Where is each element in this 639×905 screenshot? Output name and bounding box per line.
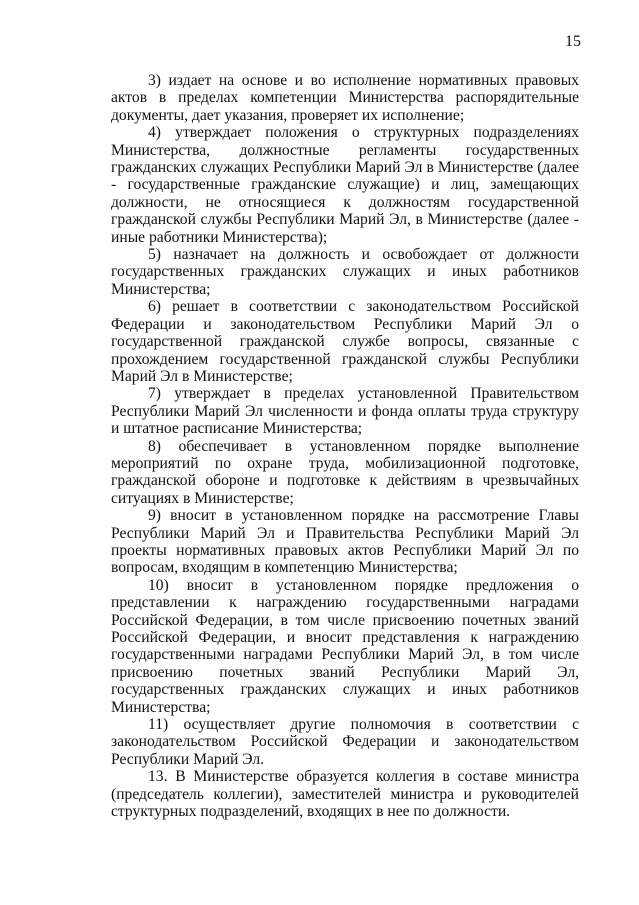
paragraph-item-8: 8) обеспечивает в установленном порядке выполнение мероприятий по охране труда, мобилизационной подготовке, гражданской обороне и подготовке к действиям в чрезвычайных ситуациях в Министерстве;	[111, 437, 579, 507]
paragraph-item-6: 6) решает в соответствии с законодательством Российской Федерации и законодательством Республики Марий Эл о государственной гражданской службе вопросы, связанные с прохождением государственной гражданской службы Республики Марий Эл в Министерстве;	[111, 298, 579, 385]
paragraph-item-7: 7) утверждает в пределах установленной Правительством Республики Марий Эл численности и фонда оплаты труда структуру и штатное расписание Министерства;	[111, 385, 579, 438]
paragraph-item-4: 4) утверждает положения о структурных подразделениях Министерства, должностные регламенты государственных гражданских служащих Республики Марий Эл в Министерстве (далее - государственные гражданские служащие) и лиц, замещающих должности, не относящиеся к должностям государственной гражданской службы Республики Марий Эл, в Министерстве (далее - иные работники Министерства);	[111, 124, 579, 246]
page-number: 15	[565, 33, 581, 50]
paragraph-item-9: 9) вносит в установленном порядке на рассмотрение Главы Республики Марий Эл и Правительства Республики Марий Эл проекты нормативных правовых актов Республики Марий Эл по вопросам, входящим в компетенцию Министерства;	[111, 507, 579, 577]
document-body	[111, 72, 579, 820]
paragraph-item-3: 3) издает на основе и во исполнение нормативных правовых актов в пределах компетенции Министерства распорядительные документы, дает указания, проверяет их исполнение;	[111, 72, 579, 124]
paragraph-section-13: 13. В Министерстве образуется коллегия в составе министра (председатель коллегии), заместителей министра и руководителей структурных подразделений, входящих в нее по должности.	[111, 768, 579, 821]
paragraph-item-5: 5) назначает на должность и освобождает от должности государственных гражданских служащих и иных работников Министерства;	[111, 246, 579, 298]
paragraph-item-10: 10) вносит в установленном порядке предложения о представлении к награждению государственными наградами Российской Федерации, в том числе присвоению почетных званий Российской Федерации, и вносит представления к награждению государственными наградами Республики Марий Эл, в том числе присвоению почетных званий Республики Марий Эл, государственных гражданских служащих и иных работников Министерства;	[111, 576, 579, 716]
paragraph-item-11: 11) осуществляет другие полномочия в соответствии с законодательством Российской Федерации и законодательством Республики Марий Эл.	[111, 716, 579, 768]
